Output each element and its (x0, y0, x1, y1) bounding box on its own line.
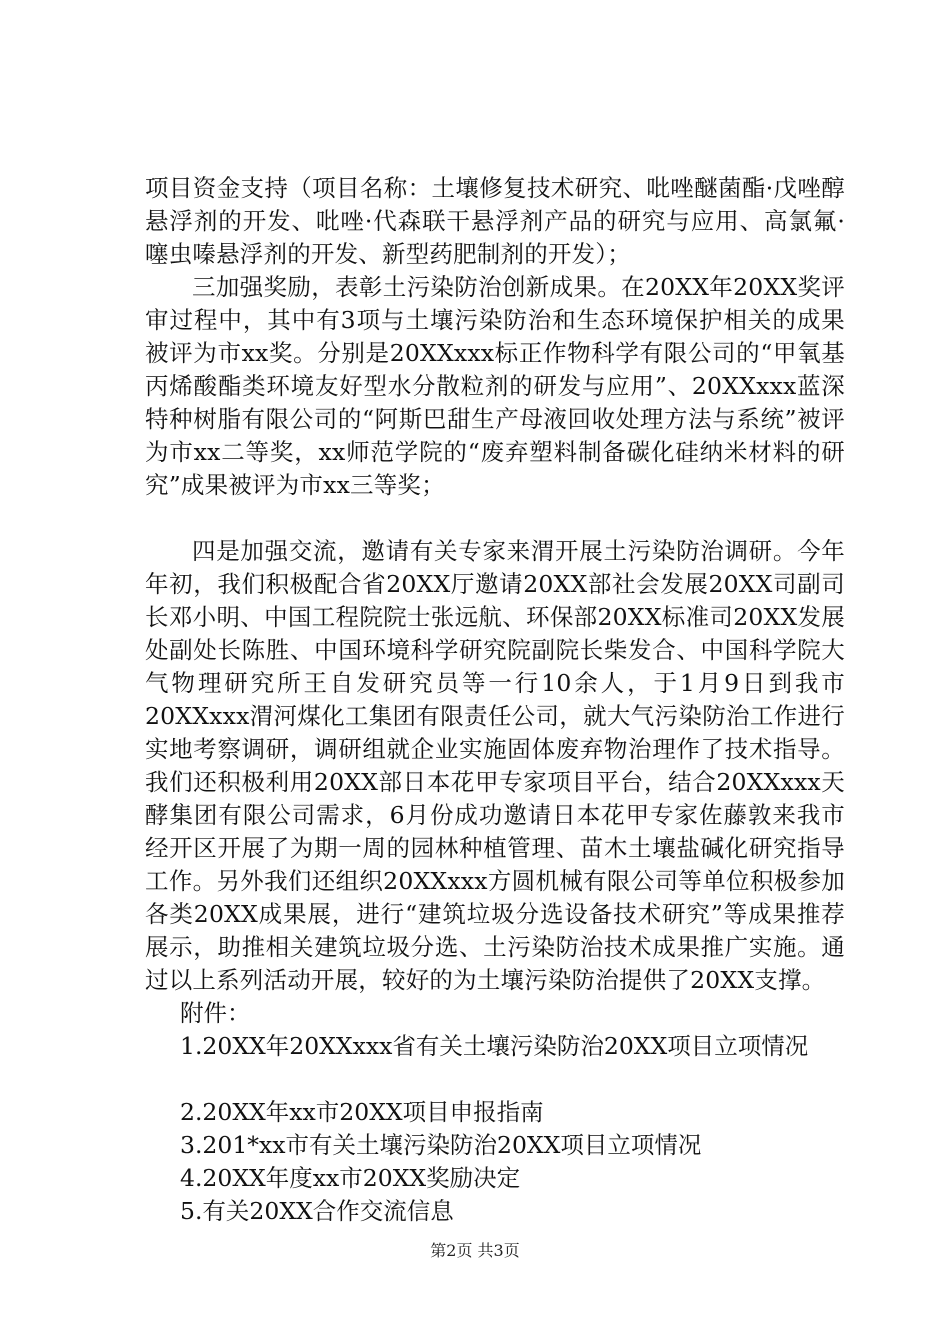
attachment-item: 2.20XX年xx市20XX项目申报指南 (180, 1098, 544, 1126)
page-footer: 第2页 共3页 (430, 1241, 520, 1260)
paragraph-funding: 项目资金支持（项目名称：土壤修复技术研究、吡唑醚菌酯·戊唑醇悬浮剂的开发、吡唑·代森联干悬浮剂产品的研究与应用、高氯氟·噻虫嗪悬浮剂的开发、新型药肥制剂的开发）； (145, 174, 845, 268)
attachment-item: 3.201*xx市有关土壤污染防治20XX项目立项情况 (180, 1131, 702, 1159)
attachments-list (145, 1030, 845, 1228)
attachment-item: 1.20XX年20XXxxx省有关土壤污染防治20XX项目立项情况 (180, 1032, 809, 1060)
paragraph-exchange: 四是加强交流，邀请有关专家来渭开展土污染防治调研。今年年初，我们积极配合省20XX厅邀请20XX部社会发展20XX司副司长邓小明、中国工程院院士张远航、环保部20XX标准司20XX发展处副处长陈胜、中国环境科学研究院副院长柴发合、中国科学院大气物理研究所王自发研究员等一行10余人，于1月9日到我市20XXxxx渭河煤化工集团有限责任公司，就大气污染防治工作进行实地考察调研，调研组就企业实施固体废弃物治理作了技术指导。我们还积极利用20XX部日本花甲专家项目平台，结合20XXxxx天酵集团有限公司需求，6月份成功邀请日本花甲专家佐藤敦来我市经开区开展了为期一周的园林种植管理、苗木土壤盐碱化研究指导工作。另外我们还组织20XXxxx方圆机械有限公司等单位积极参加各类20XX成果展，进行“建筑垃圾分选设备技术研究”等成果推荐展示，助推相关建筑垃圾分选、土污染防治技术成果推广实施。通过以上系列活动开展，较好的为土壤污染防治提供了20XX支撑。 (145, 537, 845, 994)
paragraph-spacer (145, 502, 845, 535)
attachments-label: 附件： (180, 999, 251, 1027)
attachment-item: 5.有关20XX合作交流信息 (180, 1197, 454, 1225)
document-body (145, 172, 845, 1228)
paragraph-awards: 三加强奖励，表彰土污染防治创新成果。在20XX年20XX奖评审过程中，其中有3项与土壤污染防治和生态环境保护相关的成果被评为市xx奖。分别是20XXxxx标正作物科学有限公司的“甲氧基丙烯酸酯类环境友好型水分散粒剂的研发与应用”、20XXxxx蓝深特种树脂有限公司的“阿斯巴甜生产母液回收处理方法与系统”被评为市xx二等奖，xx师范学院的“废弃塑料制备碳化硅纳米材料的研究”成果被评为市xx三等奖； (145, 273, 845, 499)
attachment-item: 4.20XX年度xx市20XX奖励决定 (180, 1164, 521, 1192)
